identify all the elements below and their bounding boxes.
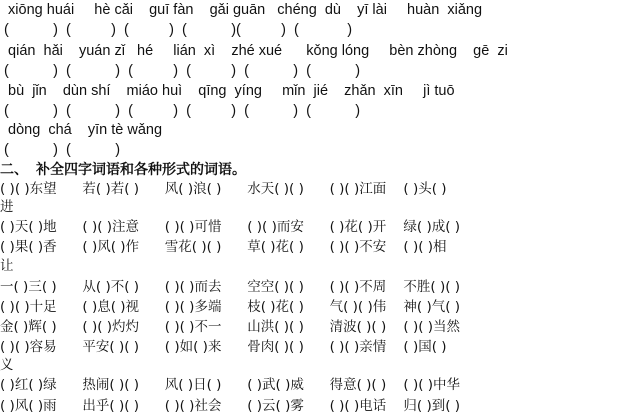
idiom-line: ( )( )东望 若( )若( ) 风( )浪( ) 水天( )( ) ( )( )江面 ( )头( ) bbox=[0, 181, 447, 197]
idiom-line: ( )( )十足 ( )息( )视 ( )( )多端 枝( )花( ) 气( )( )伟 神( )气( ) bbox=[0, 299, 461, 315]
pinyin-line: bù jǐn dùn shí miáo huì qīng yíng mǐn jié zhǎn xīn jì tuō bbox=[0, 83, 455, 99]
idiom-line: 让 bbox=[0, 258, 14, 274]
idiom-line: ( )果( )香 ( )风( )作 雪花( )( ) 草( )花( ) ( )( )不安 ( )( )相 bbox=[0, 239, 447, 255]
idiom-line: ( )天( )地 ( )( )注意 ( )( )可惜 ( )( )而安 ( )花( )开 绿( )成( ) bbox=[0, 219, 461, 235]
section-number: 二、 bbox=[0, 161, 28, 177]
pinyin-line: qián hǎi yuán zǐ hé lián xì zhé xué kǒng lóng bèn zhòng gē zi bbox=[0, 43, 508, 59]
idiom-line: 一( )三( ) 从( )不( ) ( )( )而去 空空( )( ) ( )( )不周 不胜( )( ) bbox=[0, 279, 461, 295]
blank-line: ( ) ( ) ( ) ( ) ( ) ( ) bbox=[0, 103, 361, 119]
blank-line: ( ) ( ) ( ) ( ) ( ) ( ) bbox=[0, 63, 361, 79]
blank-line: ( ) ( ) bbox=[0, 142, 121, 158]
section-title: 补全四字词语和各种形式的词语。 bbox=[36, 161, 246, 177]
idiom-line: ( )风( )雨 出乎( )( ) ( )( )社会 ( )云( )雾 ( )( )电话 归( )到( ) bbox=[0, 398, 461, 414]
idiom-line: ( )红( )绿 热闹( )( ) 风( )日( ) ( )武( )威 得意( )( ) ( )( )中华 bbox=[0, 377, 461, 393]
blank-line: ( ) ( ) ( ) ( )( ) ( ) bbox=[0, 22, 353, 38]
pinyin-line: xiōng huái hè cǎi guī fàn gǎi guān chéng dù yī lài huàn xiǎng bbox=[0, 2, 483, 18]
pinyin-line: dòng chá yīn tè wǎng bbox=[0, 122, 163, 138]
idiom-line: 进 bbox=[0, 199, 14, 215]
idiom-line: 金( )辉( ) ( )( )灼灼 ( )( )不一 山洪( )( ) 清波( )( ) ( )( )当然 bbox=[0, 319, 461, 335]
section-heading bbox=[0, 159, 640, 179]
idiom-line: 义 bbox=[0, 357, 14, 373]
idiom-line: ( )( )容易 平安( )( ) ( )如( )来 骨肉( )( ) ( )( )亲情 ( )国( ) bbox=[0, 339, 447, 355]
